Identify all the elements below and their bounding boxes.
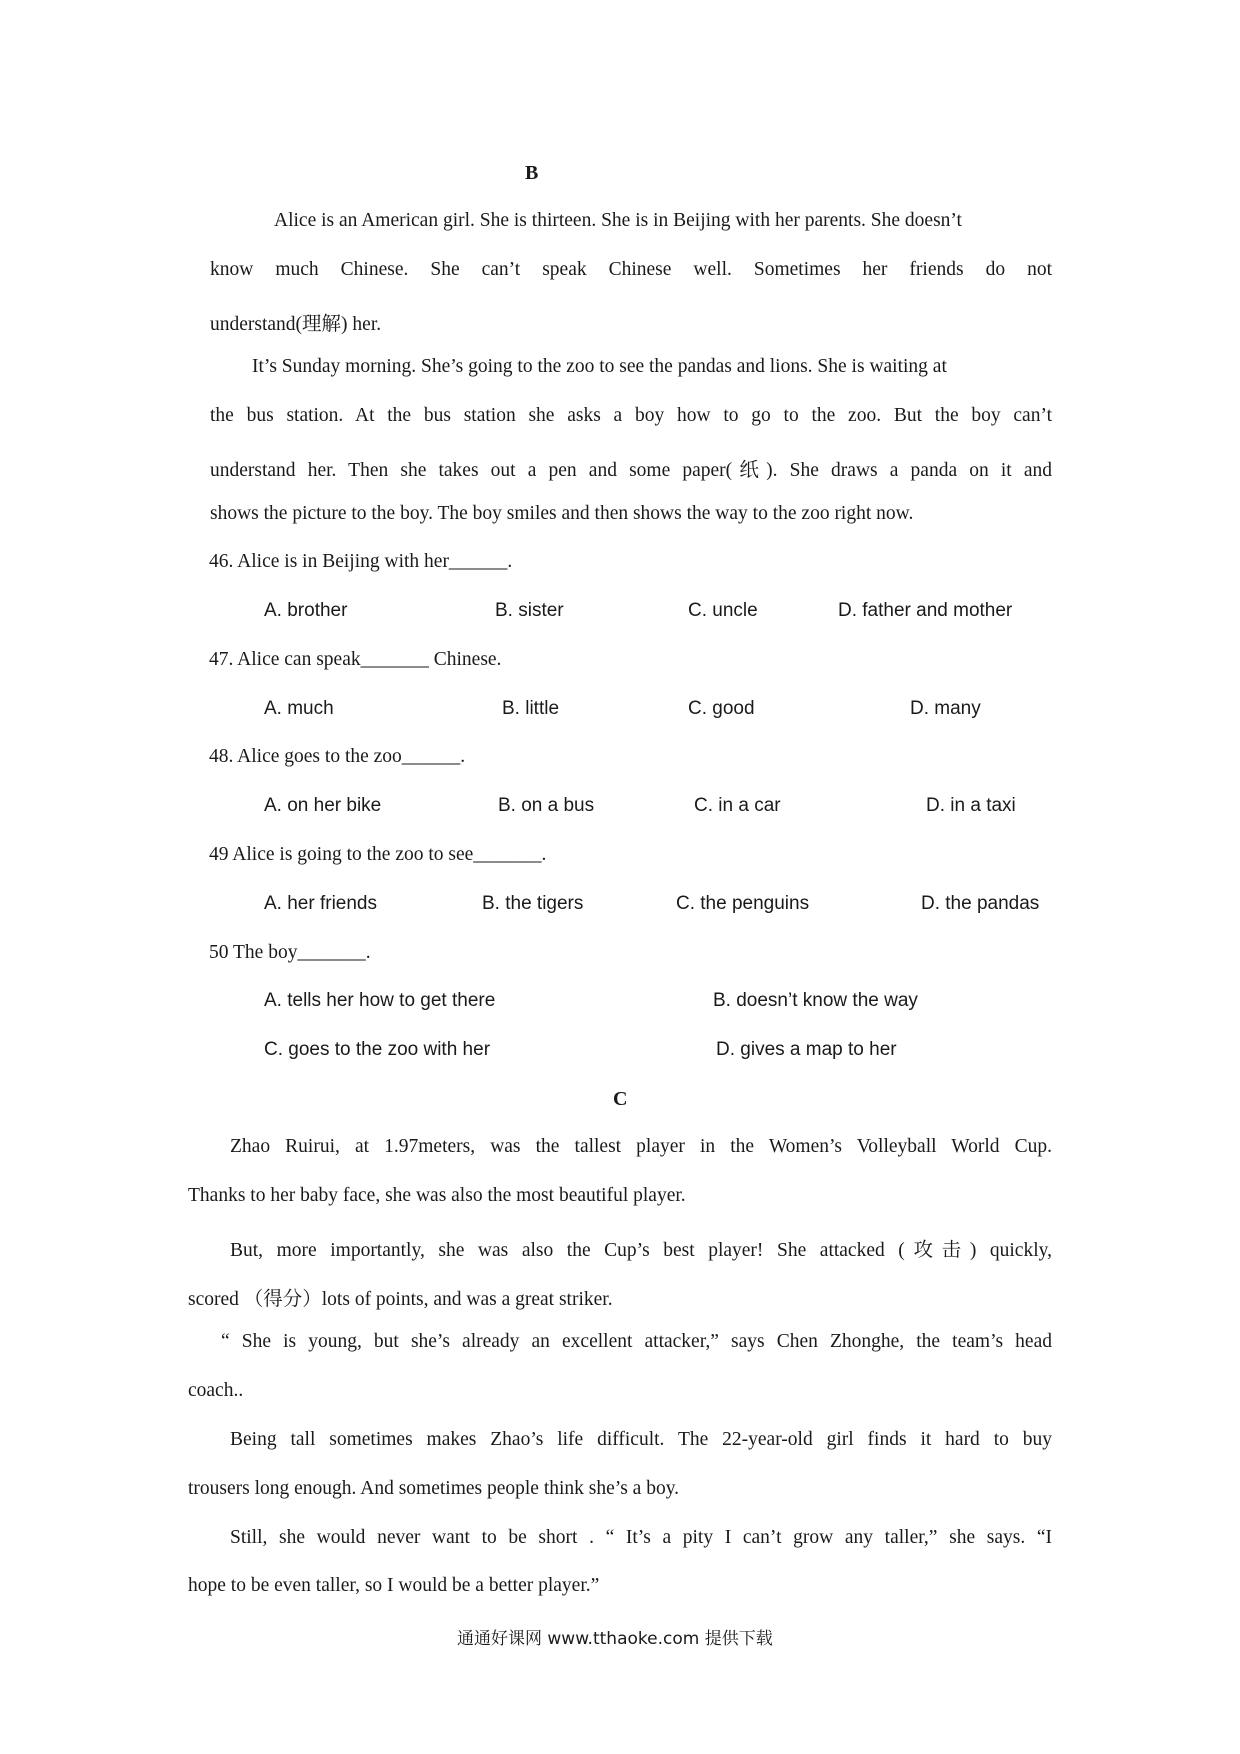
question-50-stem: 50 The boy_______. bbox=[209, 942, 371, 963]
question-47-option-c: C. good bbox=[688, 698, 755, 719]
question-46-option-a: A. brother bbox=[264, 600, 348, 621]
question-46-stem: 46. Alice is in Beijing with her______. bbox=[209, 551, 513, 572]
passage-b-line-1: Alice is an American girl. She is thirteen. She is in Beijing with her parents. She doesn’t bbox=[274, 210, 962, 231]
question-48-option-c: C. in a car bbox=[694, 795, 781, 816]
question-47-option-b: B. little bbox=[502, 698, 560, 719]
passage-c-line-1: Zhao Ruirui, at 1.97meters, was the tallest player in the Women’s Volleyball World Cup. bbox=[230, 1136, 1052, 1157]
question-47-option-d: D. many bbox=[910, 698, 981, 719]
passage-b-line-5: the bus station. At the bus station she asks a boy how to go to the zoo. But the boy can’t bbox=[210, 405, 1052, 426]
question-46-option-d: D. father and mother bbox=[838, 600, 1013, 621]
passage-c-line-10: hope to be even taller, so I would be a better player.” bbox=[188, 1575, 600, 1596]
passage-b-line-3: understand(理解) her. bbox=[210, 314, 382, 335]
question-50-option-d: D. gives a map to her bbox=[716, 1039, 897, 1060]
question-49-option-c: C. the penguins bbox=[676, 893, 810, 914]
section-c-heading: C bbox=[613, 1088, 628, 1110]
passage-c-line-6: coach.. bbox=[188, 1380, 244, 1401]
passage-c-line-4: scored （得分）lots of points, and was a great striker. bbox=[188, 1289, 613, 1310]
passage-b-line-6: understand her. Then she takes out a pen and some paper(纸). She draws a panda on it and bbox=[210, 460, 1052, 481]
passage-c-line-8: trousers long enough. And sometimes people think she’s a boy. bbox=[188, 1478, 680, 1499]
passage-c-line-3: But, more importantly, she was also the Cup’s best player! She attacked (攻击) quickly, bbox=[230, 1240, 1052, 1261]
passage-c-line-5: “ She is young, but she’s already an excellent attacker,” says Chen Zhonghe, the team’s head bbox=[221, 1331, 1052, 1352]
passage-b-line-4: It’s Sunday morning. She’s going to the zoo to see the pandas and lions. She is waiting at bbox=[252, 356, 947, 377]
question-49-option-a: A. her friends bbox=[264, 893, 377, 914]
passage-c-line-2: Thanks to her baby face, she was also the most beautiful player. bbox=[188, 1185, 686, 1206]
question-49-option-d: D. the pandas bbox=[921, 893, 1040, 914]
question-47-stem: 47. Alice can speak_______ Chinese. bbox=[209, 649, 502, 670]
question-50-option-a: A. tells her how to get there bbox=[264, 990, 496, 1011]
question-48-option-b: B. on a bus bbox=[498, 795, 595, 816]
question-49-option-b: B. the tigers bbox=[482, 893, 584, 914]
section-b-heading: B bbox=[525, 162, 539, 184]
question-50-option-c: C. goes to the zoo with her bbox=[264, 1039, 491, 1060]
question-46-option-c: C. uncle bbox=[688, 600, 758, 621]
question-50-option-b: B. doesn’t know the way bbox=[713, 990, 918, 1011]
passage-b-line-7: shows the picture to the boy. The boy smiles and then shows the way to the zoo right now. bbox=[210, 503, 914, 524]
passage-c-line-7: Being tall sometimes makes Zhao’s life difficult. The 22-year-old girl finds it hard to buy bbox=[230, 1429, 1052, 1450]
passage-c-line-9: Still, she would never want to be short . “ It’s a pity I can’t grow any taller,” she says. “I bbox=[230, 1527, 1052, 1548]
question-49-stem: 49 Alice is going to the zoo to see_______. bbox=[209, 844, 547, 865]
question-46-option-b: B. sister bbox=[495, 600, 564, 621]
question-47-option-a: A. much bbox=[264, 698, 334, 719]
passage-b-line-2: know much Chinese. She can’t speak Chinese well. Sometimes her friends do not bbox=[210, 259, 1052, 280]
question-48-option-d: D. in a taxi bbox=[926, 795, 1016, 816]
question-48-stem: 48. Alice goes to the zoo______. bbox=[209, 746, 466, 767]
question-48-option-a: A. on her bike bbox=[264, 795, 382, 816]
footer-source: 通通好课网 www.tthaoke.com 提供下载 bbox=[457, 1629, 773, 1649]
